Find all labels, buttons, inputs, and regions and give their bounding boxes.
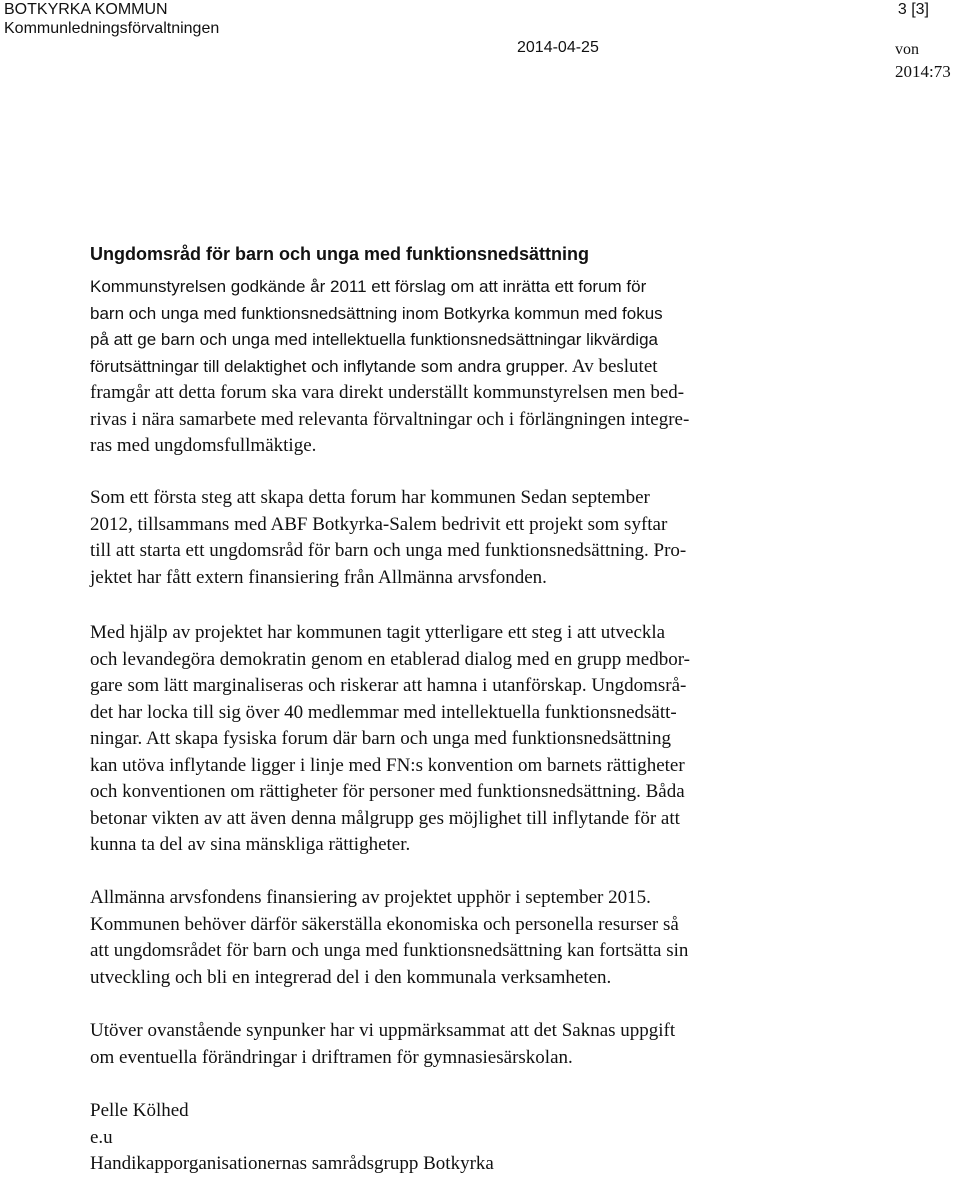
paragraph-line: om eventuella förändringar i driftramen för gymnasiesärskolan.	[90, 1046, 573, 1068]
paragraph-line: Kommunen behöver därför säkerställa ekonomiska och personella resurser så	[90, 913, 679, 935]
paragraph-line: Utöver ovanstående synpunker har vi uppmärksammat att det Saknas uppgift	[90, 1020, 676, 1041]
intro-line: Kommunstyrelsen godkände år 2011 ett förslag om att inrätta ett forum för	[90, 277, 647, 296]
paragraph-funding	[90, 885, 840, 991]
paragraph-line: att ungdomsrådet för barn och unga med funktionsnedsättning kan fortsätta sin	[90, 940, 689, 961]
paragraph-line: och levandegöra demokratin genom en etablerad dialog med en grupp medbor-	[90, 648, 691, 670]
paragraph-line: kan utöva inflytande ligger i linje med FN:s konvention om barnets rättigheter	[90, 754, 685, 776]
paragraph-line: Allmänna arvsfondens finansiering av projektet upphör i september 2015.	[90, 887, 651, 908]
paragraph-line: 2012, tillsammans med ABF Botkyrka-Salem bedrivit ett projekt som syftar	[90, 513, 668, 535]
organization-name: BOTKYRKA KOMMUN	[4, 1, 168, 18]
intro-line: på att ge barn och unga med intellektuella funktionsnedsättningar likvärdiga	[90, 330, 658, 349]
paragraph-line: Med hjälp av projektet har kommunen tagit ytterligare ett steg i att utveckla	[90, 622, 666, 643]
department-name: Kommunledningsförvaltningen	[4, 20, 220, 37]
paragraph-line: betonar vikten av att även denna målgrupp ges möjlighet till inflytande för att	[90, 807, 680, 829]
paragraph-line: ningar. Att skapa fysiska forum där barn och unga med funktionsnedsättning	[90, 728, 671, 749]
intro-cont-line: framgår att detta forum ska vara direkt underställt kommunstyrelsen men bed-	[90, 382, 685, 403]
document-date: 2014-04-25	[517, 39, 599, 56]
intro-line-text: förutsättningar till delaktighet och inflytande som andra grupper.	[90, 356, 569, 376]
paragraph-line: kunna ta del av sina mänskliga rättigheter.	[90, 834, 411, 855]
paragraph-line: det har locka till sig över 40 medlemmar med intellektuella funktionsnedsätt-	[90, 701, 677, 723]
signature-name: Pelle Kölhed	[90, 1100, 189, 1121]
paragraph-line: och konventionen om rättigheter för personer med funktionsnedsättning. Båda	[90, 781, 685, 802]
paragraph-remarks	[90, 1018, 840, 1071]
paragraph-first-step	[90, 485, 840, 591]
paragraph-line: jektet har fått extern finansiering från Allmänna arvsfonden.	[90, 566, 547, 588]
intro-cont-line: ras med ungdomsfullmäktige.	[90, 435, 317, 456]
signature-block	[90, 1098, 840, 1178]
paragraph-line: till att starta ett ungdomsråd för barn och unga med funktionsnedsättning. Pro-	[90, 540, 687, 561]
paragraph-line: Som ett första steg att skapa detta forum har kommunen Sedan september	[90, 487, 650, 508]
page-number: 3 [3]	[897, 1, 929, 18]
document-reference: 2014:73	[895, 62, 951, 81]
intro-line	[90, 354, 840, 381]
section-heading: Ungdomsråd för barn och unga med funktionsnedsättning	[90, 244, 590, 264]
intro-paragraph	[90, 274, 840, 460]
intro-cont-line: rivas i nära samarbete med relevanta förvaltningar och i förlängningen integre-	[90, 408, 690, 430]
paragraph-line: gare som lätt marginaliseras och riskerar att hamna i utanförskap. Ungdomsrå-	[90, 675, 687, 696]
from-label: von	[895, 41, 919, 58]
paragraph-project-help	[90, 620, 840, 859]
intro-line-tail: Av beslutet	[568, 355, 658, 377]
intro-line: barn och unga med funktionsnedsättning inom Botkyrka kommun med fokus	[90, 303, 663, 323]
signature-organization: Handikapporganisationernas samrådsgrupp Botkyrka	[90, 1153, 494, 1174]
signature-title: e.u	[90, 1126, 113, 1148]
paragraph-line: utveckling och bli en integrerad del i den kommunala verksamheten.	[90, 966, 612, 988]
